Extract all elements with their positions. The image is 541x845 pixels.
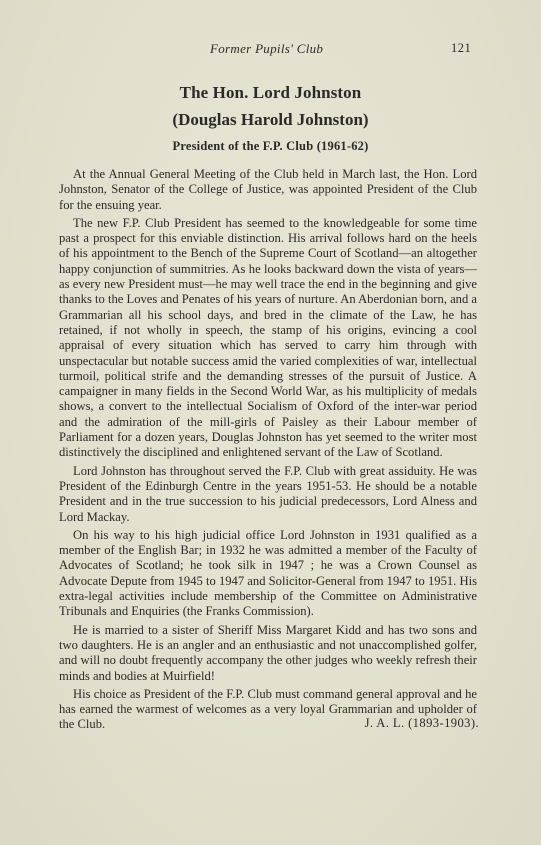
running-head [0, 41, 541, 61]
paragraph: Lord Johnston has throughout served the F.P. Club with great assiduity. He was President of the Edinburgh Centre in the years 1951-53. He should be a notable President and in the true succession to his judicial predecessors, Lord Alness and Lord Mackay. [59, 463, 477, 524]
author-signature: J. A. L. (1893-1903). [364, 716, 479, 730]
article-subheading: President of the F.P. Club (1961-62) [172, 139, 369, 153]
article-title-full-name: (Douglas Harold Johnston) [172, 110, 369, 129]
paragraph: On his way to his high judicial office Lord Johnston in 1931 qualified as a member of the English Bar; in 1932 he was admitted a member of the Faculty of Advocates of Scotland; he took silk in 1947 ; he was a Crown Counsel as Advocate Depute from 1945 to 1947 and Solicitor-General from 1947 to 1951. His extra-legal activities include membership of the Committee on Administrative Tribunals and Enquiries (the Franks Commission). [59, 527, 477, 619]
paragraph: The new F.P. Club President has seemed to the knowledgeable for some time past a prospect for this enviable distinction. His arrival follows hard on the heels of his appointment to the Bench of the Supreme Court of Scotland—an altogether happy conjunction of summitries. As he looks backward down the vista of years—as every new President must—he may well trace the end in the beginning and give thanks to the Loves and Penates of his years of nurture. An Aberdonian born, and a Grammarian all his school days, and bred in the climate of the Law, he has retained, if not wholly in speech, the stamp of his origins, evincing a cool appraisal of every situation which has served to carry him through with unspectacular but notable success amid the varied complexities of war, intellectual turmoil, political strife and the demanding stresses of the pursuit of Justice. A campaigner in many fields in the Second World War, as his multiplicity of medals shows, a convert to the intellectual Socialism of Oxford of the inter-war period and the admiration of the mill-girls of Paisley as their Labour member of Parliament for a dozen years, Douglas Johnston has yet seemed to the writer most distinctively the disciplined and enlightened servant of the Law of Scotland. [59, 215, 477, 460]
running-head-title: Former Pupils' Club [210, 41, 324, 56]
paragraph: At the Annual General Meeting of the Club held in March last, the Hon. Lord Johnston, Senator of the College of Justice, was appointed President of the Club for the ensuing year. [59, 167, 477, 212]
paragraph: His choice as President of the F.P. Club must command general approval and he has earned the warmest of welcomes as a very loyal Grammarian and upholder of the Club. [59, 686, 477, 732]
page-number: 121 [451, 41, 472, 55]
article-body [59, 167, 477, 736]
article-title: The Hon. Lord Johnston [179, 83, 362, 102]
paragraph: He is married to a sister of Sheriff Miss Margaret Kidd and has two sons and two daughters. He is an angler and an enthusiastic and not unaccomplished golfer, and will no doubt frequently accompany the other judges who weekly refresh their minds and bodies at Muirfield! [59, 622, 477, 683]
